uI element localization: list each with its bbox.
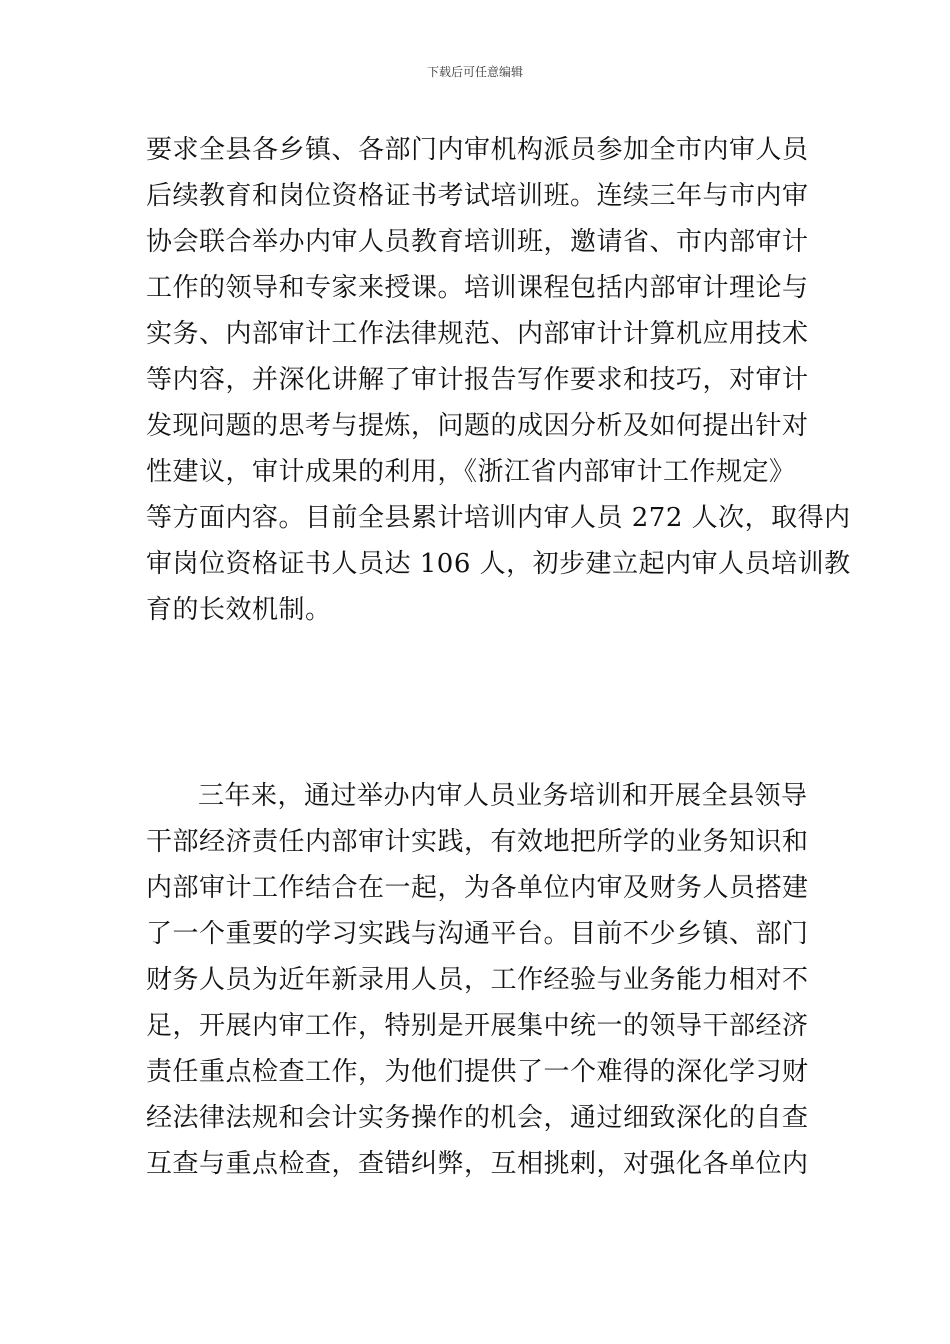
- paragraph-2-line: 三年来，通过举办内审人员业务培训和开展全县领导: [198, 781, 808, 811]
- paragraph-2-line: 互查与重点检查，查错纠弊，互相挑剌，对强化各单位内: [146, 1149, 809, 1179]
- page-header-note: 下载后可任意编辑: [426, 65, 523, 79]
- paragraph-1-line: 等方面内容。目前全县累计培训内审人员 272 人次，取得内: [146, 503, 851, 533]
- paragraph-2-line: 足，开展内审工作，特别是开展集中统一的领导干部经济: [146, 1011, 809, 1041]
- paragraph-1-line: 工作的领导和专家来授课。培训课程包括内部审计理论与: [146, 273, 809, 303]
- paragraph-1-line: 审岗位资格证书人员达 106 人，初步建立起内审人员培训教: [146, 549, 851, 579]
- paragraph-1-line: 性建议，审计成果的利用，《浙江省内部审计工作规定》: [146, 457, 796, 487]
- paragraph-1-line: 育的长效机制。: [146, 595, 332, 625]
- paragraph-1-line: 协会联合举办内审人员教育培训班，邀请省、市内部审计: [146, 227, 809, 257]
- paragraph-1-line: 实务、内部审计工作法律规范、内部审计计算机应用技术: [146, 319, 809, 349]
- paragraph-1-line: 后续教育和岗位资格证书考试培训班。连续三年与市内审: [146, 181, 809, 211]
- paragraph-1-line: 要求全县各乡镇、各部门内审机构派员参加全市内审人员: [146, 135, 809, 165]
- paragraph-1-line: 等内容，并深化讲解了审计报告写作要求和技巧，对审计: [146, 365, 809, 395]
- paragraph-2-line: 经法律法规和会计实务操作的机会，通过细致深化的自查: [146, 1103, 809, 1133]
- paragraph-2-line: 干部经济责任内部审计实践，有效地把所学的业务知识和: [146, 827, 809, 857]
- paragraph-2-line: 内部审计工作结合在一起，为各单位内审及财务人员搭建: [146, 873, 809, 903]
- paragraph-2-line: 责任重点检查工作，为他们提供了一个难得的深化学习财: [146, 1057, 809, 1087]
- paragraph-2-line: 了一个重要的学习实践与沟通平台。目前不少乡镇、部门: [146, 919, 809, 949]
- paragraph-2-line: 财务人员为近年新录用人员，工作经验与业务能力相对不: [146, 965, 809, 995]
- paragraph-1-line: 发现问题的思考与提炼，问题的成因分析及如何提出针对: [146, 411, 809, 441]
